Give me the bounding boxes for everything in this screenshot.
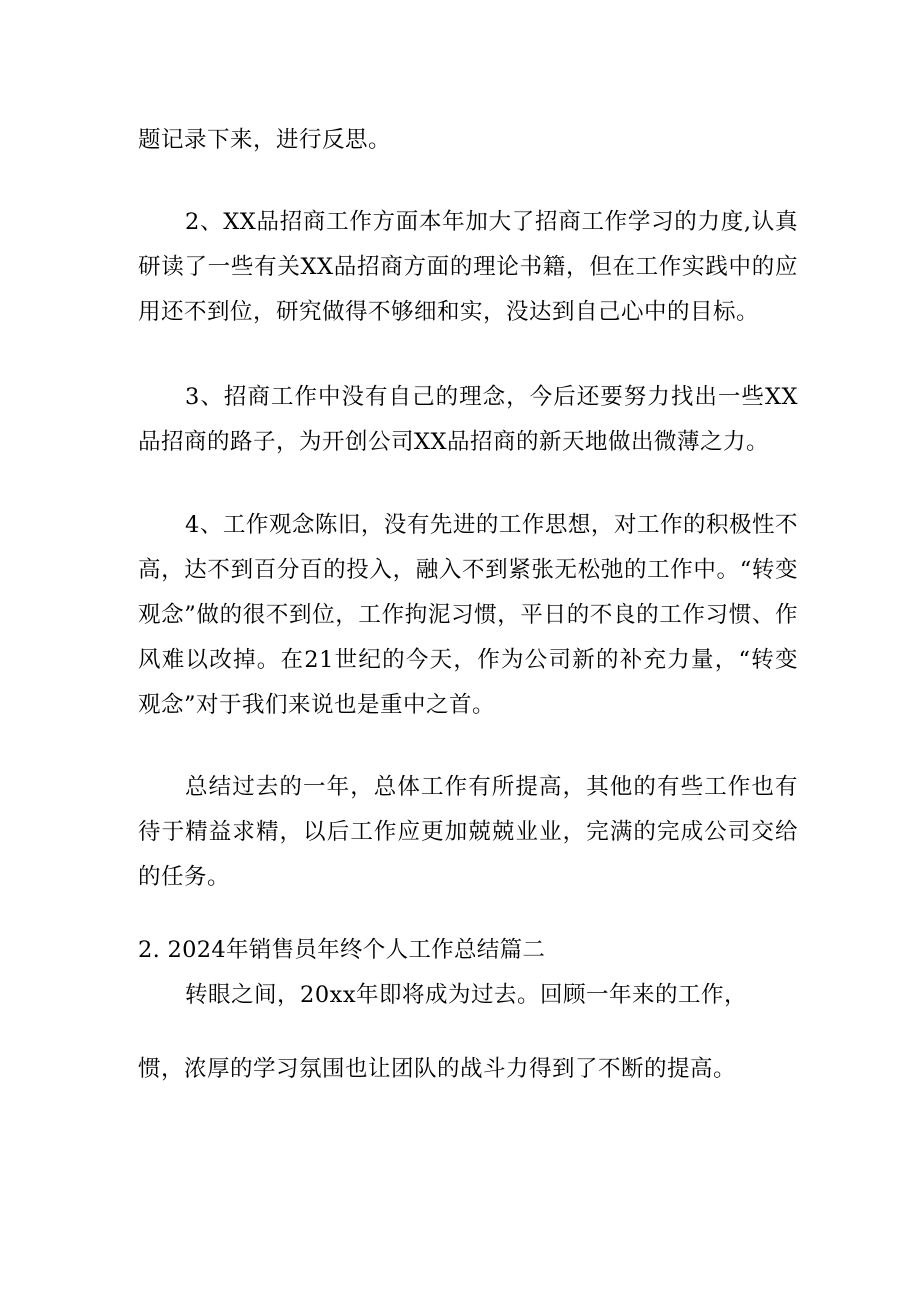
paragraph-item-4: 4、工作观念陈旧，没有先进的工作思想，对工作的积极性不高，达不到百分百的投入，融入不到紧张无松弛的工作中。“转变观念”做的很不到位，工作拘泥习惯，平日的不良的工作习惯、作风难以改掉。在21世纪的今天，作为公司新的补充力量，“转变观念”对于我们来说也是重中之首。 — [138, 512, 798, 718]
paragraph-continuation: 题记录下来，进行反思。 — [138, 127, 392, 153]
paragraph-summary: 总结过去的一年，总体工作有所提高，其他的有些工作也有待于精益求精，以后工作应更加兢兢业业，完满的完成公司交给的任务。 — [138, 774, 798, 890]
section-intro: 转眼之间，20xx年即将成为过去。回顾一年来的工作， — [185, 982, 748, 1008]
section-heading: 2. 2024年销售员年终个人工作总结篇二 — [138, 937, 546, 963]
section-fragment: 惯，浓厚的学习氛围也让团队的战斗力得到了不断的提高。 — [138, 1056, 737, 1082]
paragraph-item-3: 3、招商工作中没有自己的理念，今后还要努力找出一些XX品招商的路子，为开创公司XX品招商的新天地做出微薄之力。 — [138, 384, 798, 455]
paragraph-item-2: 2、XX品招商工作方面本年加大了招商工作学习的力度,认真研读了一些有关XX品招商方面的理论书籍，但在工作实践中的应用还不到位，研究做得不够细和实，没达到自己心中的目标。 — [138, 209, 798, 325]
